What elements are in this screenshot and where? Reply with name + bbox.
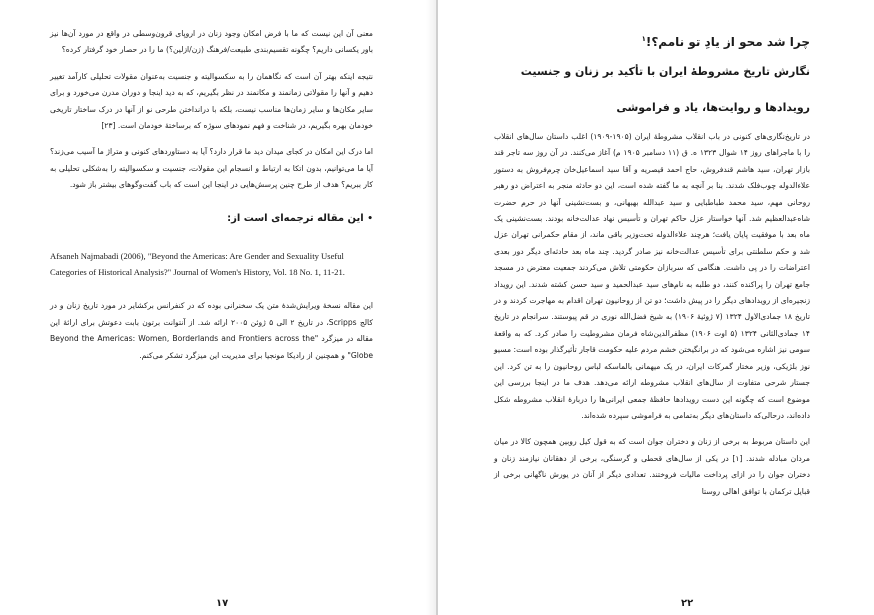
page-number-right: ۲۲	[681, 598, 694, 609]
left-paragraph-4: این مقاله نسخهٔ ویرایش‌شدهٔ متن یک سخنرانی بوده که در کنفرانس برکشایر در مورد تاریخ زنان و در کالج Scripps، در تاریخ ۲ الی ۵ ژوئن ۲۰۰۵ ارائه شد. از آنتوانت برتون بابت دعوتش برای ارائهٔ این مقاله در میزگرد "Beyond the Americas: Women, Borderlands and Frontiers across the Globe" و همچنین از رادیکا مونجیا برای مدیریت این میزگرد تشکر می‌کنم.	[50, 301, 373, 360]
footnote-ref-23[interactable]: [۲۳]	[101, 121, 116, 131]
page-number-left: ۱۷	[216, 598, 229, 609]
translation-source-heading	[50, 210, 373, 228]
source-citation: Afsaneh Najmabadi (2006), "Beyond the Americas: Are Gender and Sexuality Useful Categories of Historical Analysis?" Journal of Women's History, Vol. 18 No. 1, 11-21.	[50, 250, 345, 278]
left-paragraph-3: اما درک این امکان در کجای میدان دید ما قرار دارد؟ آیا به دستاوردهای کنونی و متراژ ما آسیب می‌زند؟ آیا ما می‌توانیم، بدون اتکا به ارتباط و انسجام این مقولات، جنسیت و سکسوالیته را به‌شکلی تحلیلی به کار ببریم؟ هدف از طرح چنین پرسش‌هایی در اینجا این است که باب گفت‌وگوهای بیشتر باز شود.	[50, 147, 373, 190]
chapter-subtitle: نگارش تاریخ مشروطهٔ ایران با تأکید بر زنان و جنسیت	[520, 65, 810, 78]
paragraph-gap	[50, 134, 373, 144]
chapter-title-text: چرا شد محو از یادِ تو نامم؟!	[645, 35, 810, 49]
chapter-title	[494, 30, 810, 51]
right-page	[438, 0, 874, 615]
left-paragraph-2-text: نتیجه اینکه بهتر آن است که نگاهمان را به سکسوالیته و جنسیت به‌عنوان مقولات تحلیلی کارآمد تغییر دهیم و آنها را مقولاتی زمانمند و مکانمند در نظر بگیریم، که به دید اینجا و دوران مدرن می‌خورد و برای سایر مکان‌ها و سایر زمان‌ها مناسب نیست، بلکه با درانداختن طرحی نو از آنها در درک ساختار تاریخی خودمان بهره بگیریم، در شناخت و فهم نمودهای سوژه که برساختهٔ خودمان است.	[50, 71, 373, 131]
paragraph-gap	[494, 424, 810, 434]
translation-source-heading-text: این مقاله ترجمه‌ای است از:	[227, 212, 364, 224]
paragraph-gap	[50, 280, 373, 298]
right-paragraph-1: در تاریخ‌نگاری‌های کنونی در باب انقلاب مشروطهٔ ایران (۱۹۰۵-۱۹۰۹) اغلب داستان سال‌های انقلاب را با ماجراهای روز ۱۴ شوال ۱۳۲۳ ه. ق (۱۱ دسامبر ۱۹۰۵ م) آغاز می‌کنند. در آن روز سه تاجر قند بازار تهران، سید هاشم قندفروش، حاج احمد قیصریه و آقا سید اسماعیل‌خان چرم‌فروش به دستور علاءالدوله چوب‌فلک شدند. بنا بر آنچه به ما گفته شده است، این دو حادثه منجر به اعتراض دو رهبر روحانی مهم، سید محمد طباطبایی و سید عبدالله بهبهانی، و بست‌نشینی آنها در حرم حضرت شاه‌عبدالعظیم شد. آنها خواستار عزل حاکم تهران و تأسیس نهاد عدالت‌خانه بودند. بست‌نشینی یک ماه بعد با موفقیت پایان یافت؛ هرچند علاءالدوله تحت‌وزیر باقی ماند، از مقام حکمرانی تهران عزل شد و حکم سلطنتی برای تأسیس عدالت‌خانه نیز صادر گردید. چند ماه بعد حادثه‌ای دیگر دور بعدی اعتراضات را در پی داشت. هنگامی که سربازان حکومتی تلاش می‌کردند جمعیت معترض در مسجد جامع تهران را پراکنده کنند، دو طلبه به نام‌های سید عبدالحمید و سید حسن کشته شدند. این رویداد زنجیره‌ای از رویدادهای دیگر را در پیش داشت؛ دو تن از روحانیون تهران اقدام به مهاجرت کردند و در تاریخ ۱۸ جمادی‌الاول ۱۳۲۴ (۷ ژوئیهٔ ۱۹۰۶) به شیخ فضل‌الله نوری در قم پیوستند. سرانجام در تاریخ ۱۴ جمادی‌الثانی ۱۳۲۴ (۵ اوت ۱۹۰۶) مظفرالدین‌شاه فرمان مشروطیت را صادر کرد. که به واقعهٔ سومی نیز اشاره می‌شود که در برانگیختن خشم مردم علیه حکومت قاجار تأثیرگذار بوده است: مسیو نوز بلژیکی، وزیر مختار گمرکات ایران، در یک میهمانی بالماسکه لباس روحانیون را به تن کرد. این جستار شرحی متفاوت از سال‌های انقلاب مشروطه ارائه می‌دهد. هدف ما در اینجا بررسی این موضوع است که چگونه این دست رویدادها حافظهٔ جمعی ایرانی‌ها را دربارهٔ انقلاب مشروطه شکل داده‌اند، درحالی‌که داستان‌های دیگر به‌تمامی به فراموشی سپرده شده‌اند.	[494, 132, 811, 420]
right-paragraph-2	[494, 434, 810, 500]
section-heading: رویدادها و روایت‌ها، یاد و فراموشی	[616, 101, 810, 114]
left-paragraph-2	[50, 69, 373, 135]
book-spine-shadow	[426, 0, 436, 615]
bullet-icon: •	[367, 213, 373, 224]
chapter-title-footnote-ref[interactable]: ۱	[641, 35, 646, 43]
left-paragraph-1: معنی آن این نیست که ما با فرض امکان وجود زنان در اروپای قرون‌وسطی در واقع در مورد آن‌ها نیز باور یکسانی داریم؟ چگونه تقسیم‌بندی طبیعت/فرهنگ (زن/ازلین؟) ما را در حصار خود گرفتار کرده؟	[50, 29, 373, 55]
right-paragraph-2-text: این داستان مربوط به برخی از زنان و دختران جوان است که به قول کیل روبین همچون کالا در میان مردان مبادله شدند. [۱] در یکی از سال‌های قحطی و گرسنگی، برخی از دهقانان نیازمند زنان و دختران جوان را در ازای پرداخت مالیات فروختند. تعدادی دیگر از آنان در یورش ناگهانی برخی از قبایل ترکمان با توافق اهالی روستا	[494, 437, 810, 496]
paragraph-gap	[50, 59, 373, 69]
